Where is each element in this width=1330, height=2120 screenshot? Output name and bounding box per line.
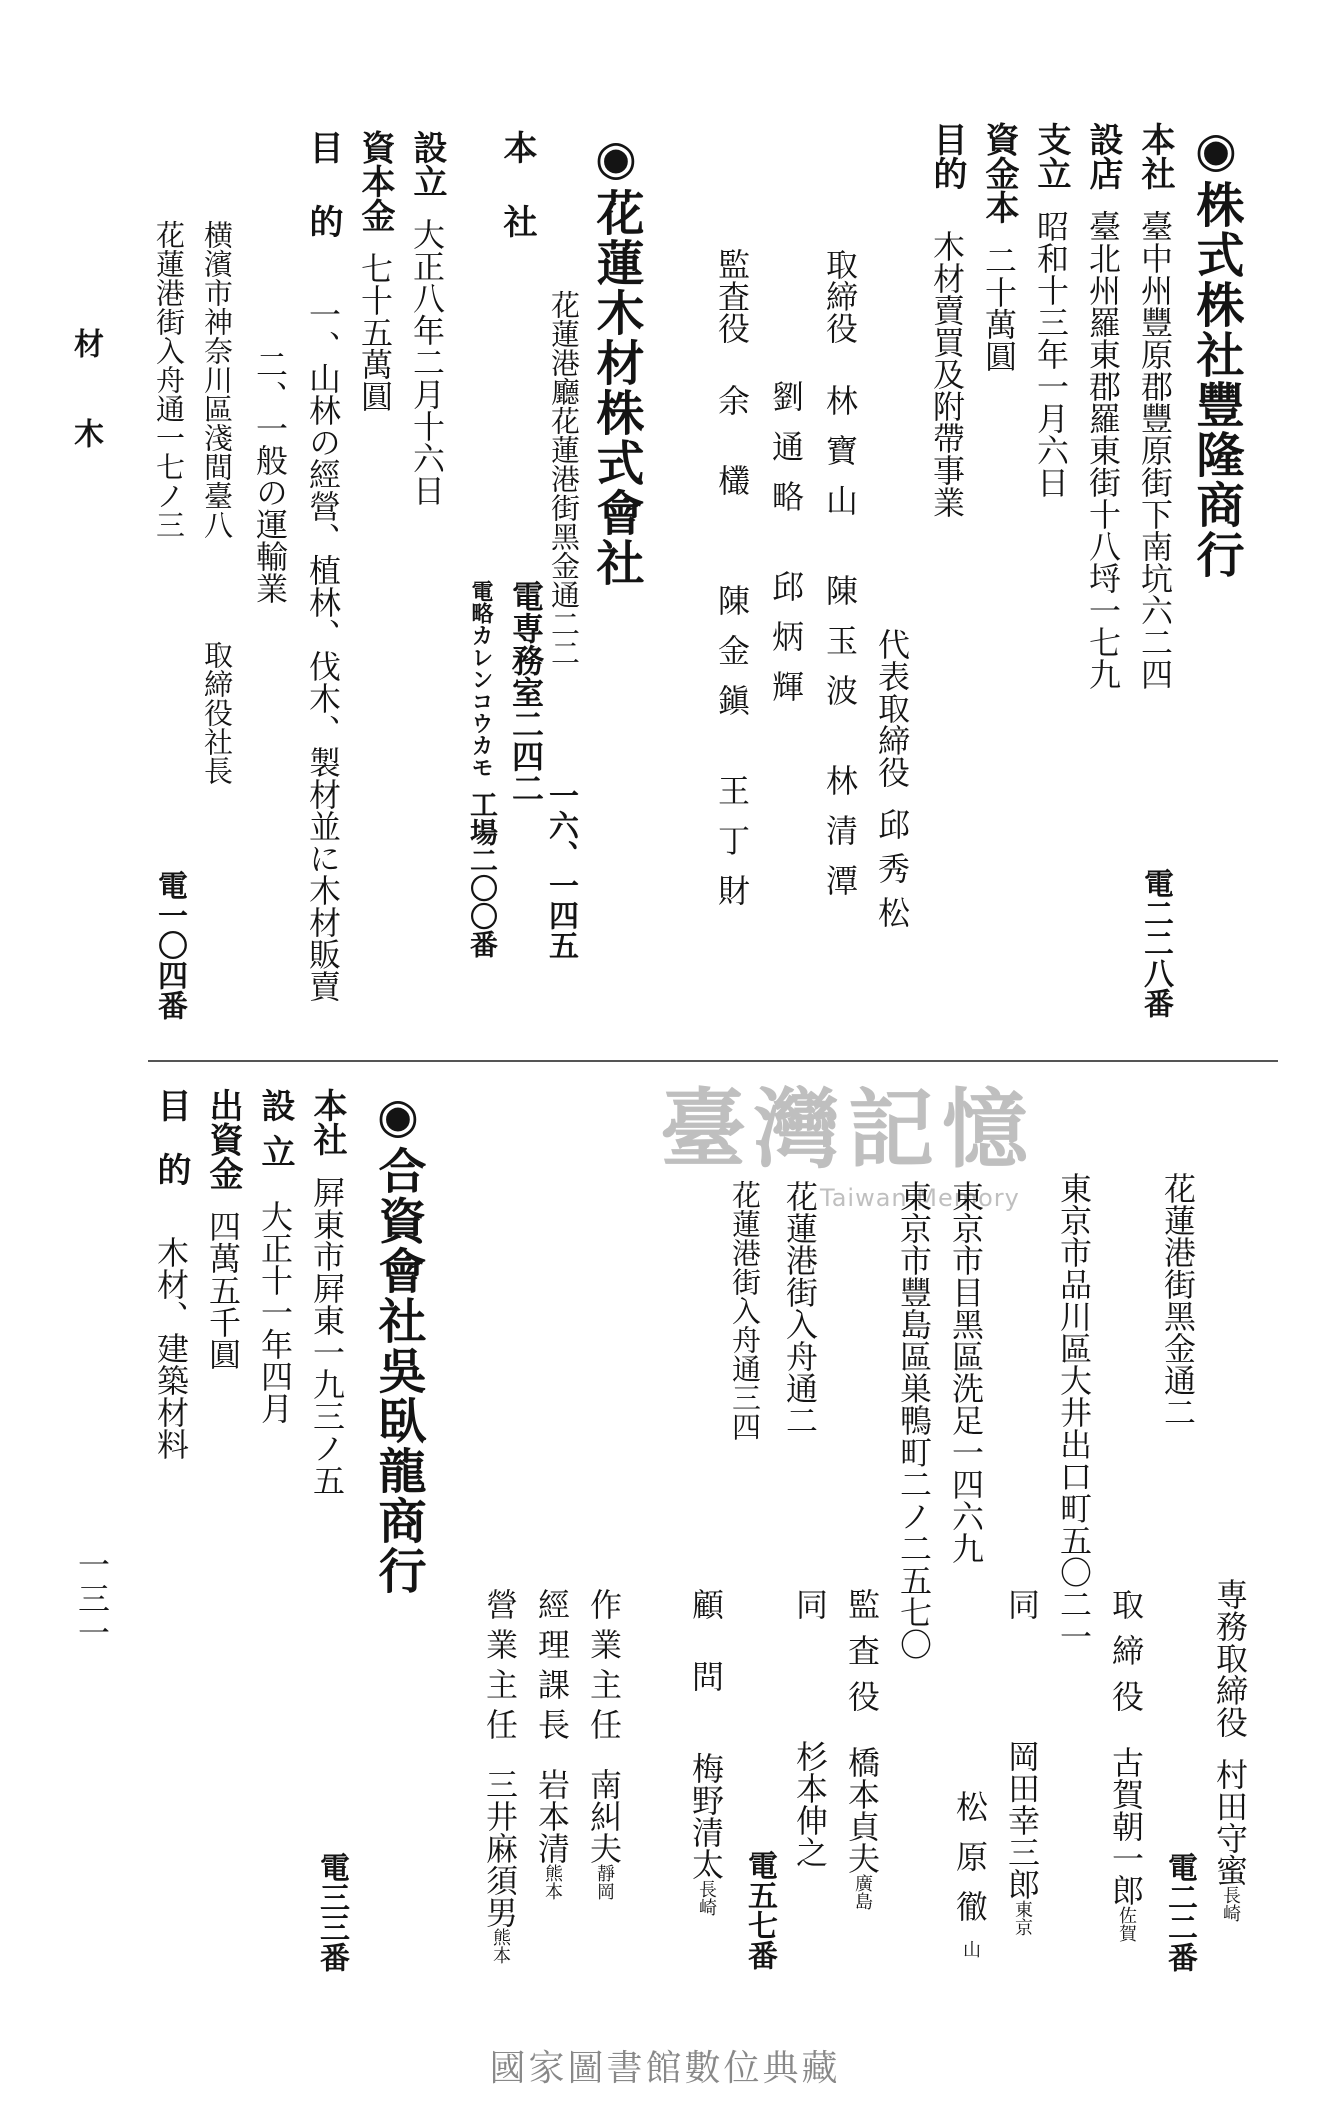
officer-address-2: 東京市品川區大井出口町五〇二一 <box>1055 1172 1093 1652</box>
section-heading: 材木 <box>68 328 103 508</box>
entry3-company-name: ◉合資會社吳臥龍商行 <box>370 1088 426 1596</box>
page-number: 一三一 <box>73 1548 111 1650</box>
entry1-capital-label: 資金本 <box>979 122 1019 224</box>
officer-3-origin: 東京 <box>1012 1900 1033 1936</box>
officer-1-tel: 電二二番 <box>1162 1852 1197 1972</box>
entry1-purpose <box>927 122 967 518</box>
entry1-directors-row1 <box>821 248 859 914</box>
entry2-last-address: 花蓮港街入舟通一七ノ三 <box>152 220 186 539</box>
entry3-head-office-label: 本社 <box>307 1088 347 1156</box>
officer-10-role: 營業主任 <box>481 1588 519 1748</box>
officer-row-9 <box>533 1588 571 1900</box>
officer-1-origin: 長崎 <box>1220 1886 1241 1922</box>
watermark-logo: 臺灣記憶 <box>660 1079 1036 1180</box>
entry1-director-1: 林寶山 <box>821 384 859 534</box>
entry2-tel-factory: 工場二〇〇番 <box>466 790 499 958</box>
entry2-established <box>407 130 447 506</box>
officer-address-4: 東京市豐島區巣鴨町二ノ二五七〇 <box>895 1180 933 1660</box>
entry3-capital-value: 四萬五千圓 <box>204 1210 242 1370</box>
entry2-capital-value: 七十五萬圓 <box>356 252 394 412</box>
officer-row-6 <box>791 1588 829 1868</box>
entry1-auditor-3: 王丁財 <box>713 774 751 924</box>
entry1-directors-label: 取締役 <box>821 248 859 344</box>
officer-10-name: 三井麻須男 <box>481 1768 519 1928</box>
officer-row-5 <box>843 1588 881 1910</box>
officer-8-origin: 靜岡 <box>594 1864 615 1900</box>
officer-4-name: 松原徹 <box>951 1790 989 1940</box>
officer-2-origin: 佐賀 <box>1116 1906 1137 1942</box>
entry1-director-3: 林清潭 <box>821 764 859 914</box>
entry1-directors-row2 <box>767 380 805 720</box>
officer-4-origin: 山 <box>960 1940 981 1958</box>
entry2-president-role: 取締役社長 <box>200 640 234 785</box>
entry1-capital <box>979 122 1019 372</box>
entry3-head-office-address: 屛東市屛東一九三ノ五 <box>308 1176 346 1496</box>
officer-8-role: 作業主任 <box>585 1588 623 1748</box>
entry1-rep-director <box>873 628 911 940</box>
officer-address-6: 花蓮港街入舟通三四 <box>728 1180 762 1441</box>
entry2-head-office-address: 花蓮港廳花蓮港街黑金通二二 <box>547 290 581 667</box>
officer-row-10 <box>481 1588 519 1964</box>
entry3-tel: 電三三番 <box>314 1852 349 1972</box>
officer-3-name: 岡田幸三郎 <box>1003 1740 1041 1900</box>
entry1-auditor-2: 陳金鎭 <box>713 584 751 734</box>
entry1-purpose-label: 目的 <box>927 122 967 190</box>
officer-9-role: 經理課長 <box>533 1588 571 1748</box>
entry3-established-value: 大正十一年四月 <box>256 1200 294 1424</box>
officer-1-role: 専務取締役 <box>1211 1578 1249 1738</box>
officer-address-5: 花蓮港街入舟通二 <box>781 1180 819 1436</box>
entry3-purpose <box>151 1088 191 1460</box>
officer-9-name: 岩本清 <box>533 1768 571 1864</box>
entry1-branch-address: 臺北州羅東郡羅東街十八埒一七九 <box>1084 210 1122 690</box>
entry1-head-office <box>1135 122 1175 690</box>
entry1-rep-director-name: 邱秀松 <box>873 808 911 940</box>
officer-1-name: 村田守蜜 <box>1211 1758 1249 1886</box>
entry1-auditor-1: 余欉 <box>713 384 751 544</box>
entry1-head-office-label: 本社 <box>1135 122 1175 190</box>
entry1-established-label: 支立 <box>1031 122 1071 190</box>
entry3-purpose-value: 木材、建築材料 <box>152 1236 190 1460</box>
entry1-purpose-value: 木材賣買及附帶事業 <box>928 230 966 518</box>
entry2-purpose-label: 目的 <box>303 130 343 278</box>
entry1-established <box>1031 122 1071 498</box>
officer-3-role: 同 <box>1003 1588 1041 1620</box>
officer-5-role: 監査役 <box>843 1588 881 1726</box>
entry3-capital <box>203 1088 243 1370</box>
entry2-established-label: 設立 <box>407 130 447 198</box>
entry3-established <box>255 1088 295 1424</box>
entry2-purpose-row1 <box>303 130 343 1002</box>
entry2-purpose-item-1: 一、山林の經營、植林、伐木、製材並に木材販賣 <box>304 298 342 1002</box>
entry1-rep-director-role: 代表取締役 <box>873 628 911 788</box>
entry2-purpose-item-2: 二、一般の運輸業 <box>251 348 289 604</box>
entry3-purpose-label: 目的 <box>151 1088 191 1216</box>
entry2-head-office-label: 本社 <box>497 130 537 278</box>
entry1-branch <box>1083 122 1123 690</box>
officer-2-name: 古賀朝一郎 <box>1107 1746 1145 1906</box>
officer-5-name: 橋本貞夫 <box>843 1746 881 1874</box>
officer-2-role: 取締役 <box>1107 1588 1145 1726</box>
entry1-auditors-row <box>713 248 751 924</box>
entry1-auditor-label: 監査役 <box>713 248 751 344</box>
officer-9-origin: 熊本 <box>542 1864 563 1900</box>
officer-row-3 <box>1003 1588 1041 1936</box>
officer-7-role: 顧問 <box>687 1588 725 1732</box>
entry1-director-5: 邱炳輝 <box>767 570 805 720</box>
entry1-tel: 電二二八番 <box>1138 868 1173 1018</box>
officer-row-2 <box>1107 1588 1145 1942</box>
officer-row-1 <box>1211 1578 1249 1922</box>
entry2-tel-main: 一六、一四五 <box>543 780 578 960</box>
entry1-capital-value: 二十萬圓 <box>980 244 1018 372</box>
officer-10-origin: 熊本 <box>490 1928 511 1964</box>
entry1-company-name: ◉株式株社豐隆商行 <box>1188 122 1244 580</box>
officer-row-7 <box>687 1588 725 1916</box>
entry2-president-address: 横濱市神奈川區淺間臺八 <box>200 220 234 539</box>
officer-5-origin: 廣島 <box>852 1874 873 1910</box>
entry2-tel-office: 電専務室二四二 <box>507 580 545 804</box>
entry3-head-office <box>307 1088 347 1496</box>
officer-address-3: 東京市目黑區洗足一四六九 <box>947 1180 985 1564</box>
entry2-established-value: 大正八年二月十六日 <box>408 218 446 506</box>
entry3-established-label: 設立 <box>255 1088 295 1180</box>
entry1-established-value: 昭和十三年一月六日 <box>1032 210 1070 498</box>
entry2-capital-label: 資本金 <box>355 130 395 232</box>
archive-footer: 國家圖書館數位典藏 <box>489 2048 841 2089</box>
watermark <box>660 1060 1100 1212</box>
entry2-company-name: ◉花蓮木材株式會社 <box>588 130 644 588</box>
officer-8-name: 南糾夫 <box>585 1768 623 1864</box>
officer-6-name: 杉本伸之 <box>791 1740 829 1868</box>
entry2-president-tel: 電一〇四番 <box>152 870 187 1020</box>
officer-row-4 <box>951 1790 989 1958</box>
officer-row-8 <box>585 1588 623 1900</box>
entry1-director-2: 陳玉波 <box>821 574 859 724</box>
entry1-director-4: 劉通略 <box>767 380 805 530</box>
entry1-head-office-address: 臺中州豐原郡豐原街下南坑六二四 <box>1136 210 1174 690</box>
officer-address-1: 花蓮港街黑金通二 <box>1159 1172 1197 1428</box>
entry2-capital <box>355 130 395 412</box>
officer-6-role: 同 <box>791 1588 829 1620</box>
watermark-subtitle: Taiwan Memory <box>820 1184 1020 1212</box>
entry1-branch-label: 設店 <box>1083 122 1123 190</box>
officer-7-name: 梅野清太 <box>687 1752 725 1880</box>
officer-6-tel: 電五七番 <box>742 1850 777 1970</box>
entry2-tel-cable: 電略カレンコウカモ <box>468 580 494 778</box>
officer-7-origin: 長崎 <box>696 1880 717 1916</box>
entry3-capital-label: 出資金 <box>203 1088 243 1190</box>
